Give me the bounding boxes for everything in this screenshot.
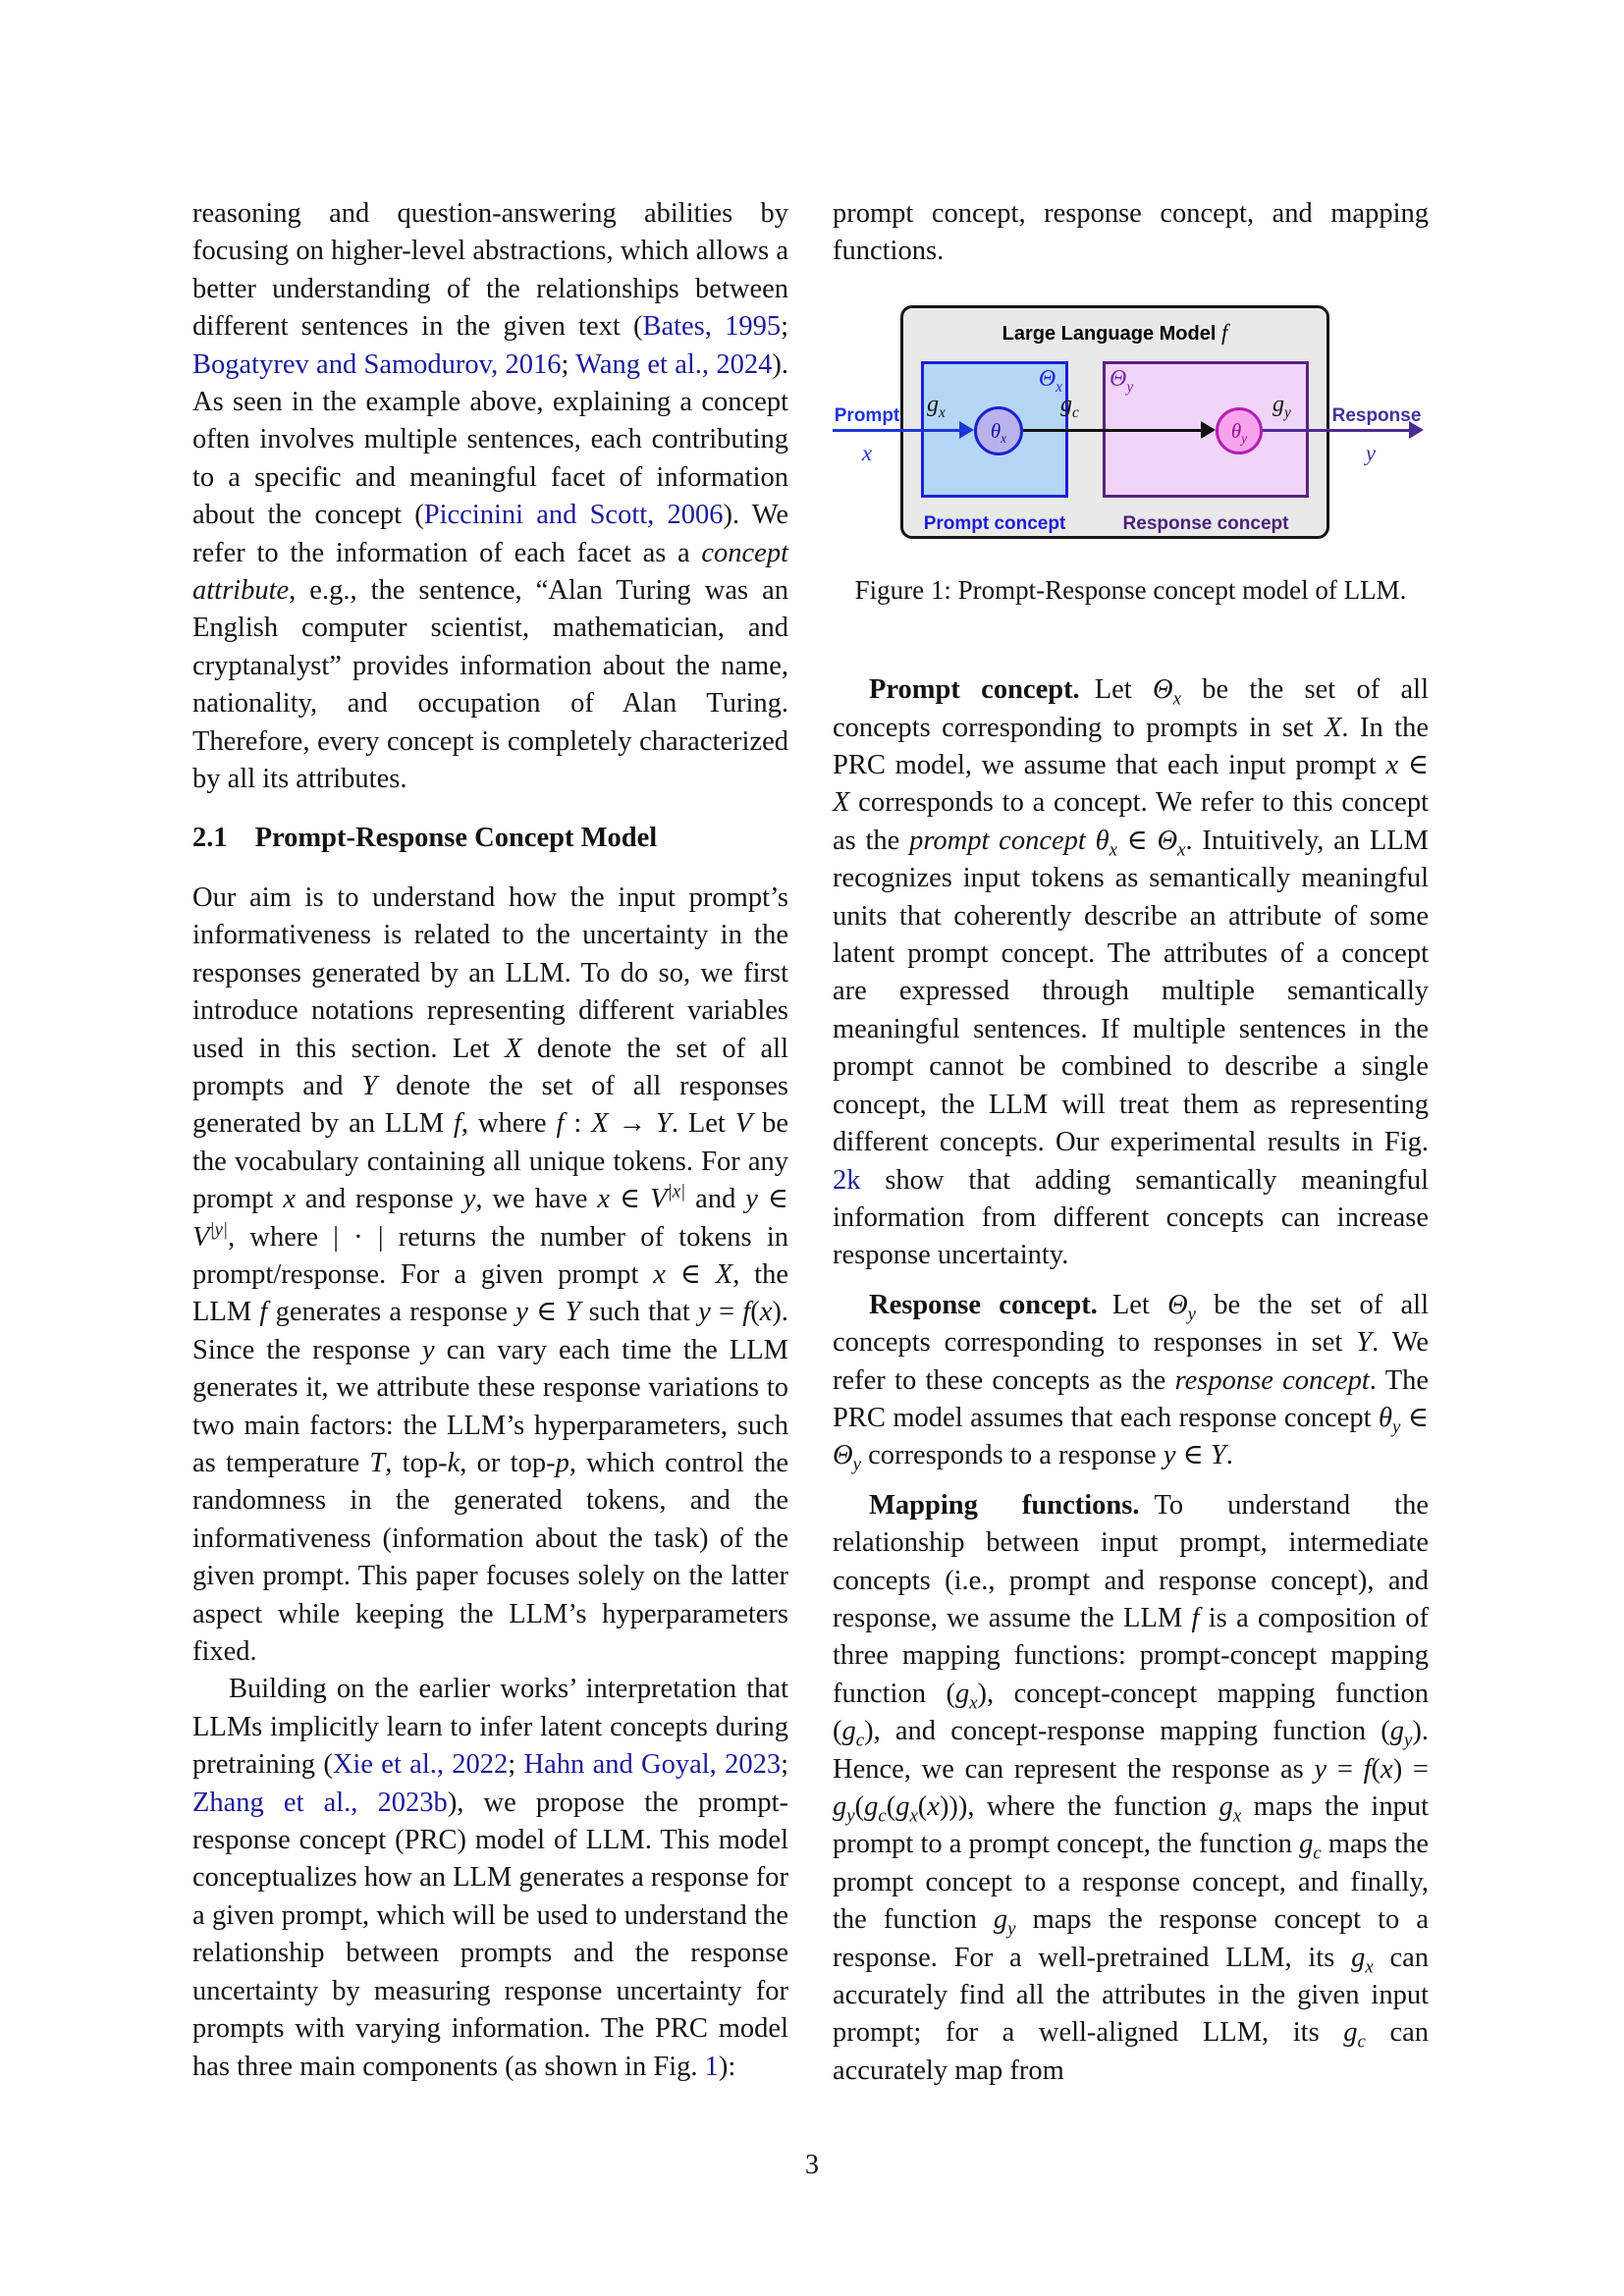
text-run: x [927, 1791, 940, 1822]
text-run: ( [750, 1297, 760, 1328]
text-run: , or top- [460, 1448, 556, 1478]
text-run: x [759, 1297, 773, 1328]
text-run: be the set of all concepts corresponding to responses in set [833, 1289, 1430, 1359]
reference-link[interactable]: 1 [704, 2051, 719, 2082]
text-run: can accurately find all the attributes in the given input prompt; for a well-aligned LLM, its [833, 1942, 1429, 2049]
text-run: $g_c$ [841, 1716, 865, 1751]
text-run: Response concept. [869, 1289, 1098, 1320]
text-run: Y [565, 1297, 581, 1328]
text-run: x [1380, 1753, 1393, 1785]
paragraph-components [833, 195, 1429, 271]
text-run: x [653, 1258, 666, 1290]
text-run: $\Theta_y$ [1167, 1289, 1197, 1325]
text-run: ( [854, 1791, 865, 1822]
text-run: concept attribute [192, 537, 788, 607]
text-run: f [259, 1297, 268, 1328]
text-run: $V^{|x|}$ [650, 1181, 686, 1215]
section-number: 2.1 [192, 822, 228, 853]
concept-arrow-line [1023, 429, 1202, 432]
theta-y-label: $\theta_y$ [1230, 418, 1248, 446]
text-run: Building on the earlier works’ interpretation that LLMs implicitly learn to infer latent concepts during pretraining ( [192, 1674, 788, 1781]
reference-link[interactable]: Piccinini and Scott, 2006 [423, 500, 724, 531]
theta-set-x-label: $\Theta_x$ [1038, 365, 1062, 396]
text-run: $\theta_x$ [1095, 825, 1117, 861]
text-run: , where | · | returns the number of tokens in prompt/response. For a given prompt [192, 1221, 788, 1290]
gx-label: $g_x$ [927, 391, 946, 421]
text-run: x [283, 1184, 296, 1215]
text-run: ∈ [527, 1297, 566, 1328]
prompt-var-label: x [861, 440, 873, 465]
text-run: , e.g., the sentence, “Alan Turing was an English computer scientist, mathematician, and cryptanalyst” provides information about the name, nationality, and occupation of Alan Turing. Therefore, every concept is completely characterized by all its attributes. [192, 575, 788, 795]
text-run: ; [781, 1749, 789, 1781]
text-run: ( [1371, 1753, 1381, 1785]
llm-title-var: f [1220, 319, 1228, 345]
text-run: : [564, 1108, 592, 1140]
text-run: Let [1094, 674, 1153, 706]
text-run: X [833, 787, 850, 819]
text-run: V [734, 1108, 753, 1140]
text-run: x [1385, 750, 1399, 781]
text-run: and response [295, 1184, 463, 1215]
text-run: ∈ [757, 1184, 789, 1215]
prompt-arrowhead-icon [959, 421, 974, 439]
text-run: $g_y$ [1389, 1716, 1413, 1751]
text-run: maps the response concept to a response. For a well-pretrained LLM, its [833, 1904, 1430, 1973]
text-run: To understand the relationship between input prompt, intermediate concepts (i.e., prompt and response concept), and response, we assume the LLM [833, 1489, 1429, 1633]
text-run: , top- [385, 1448, 448, 1478]
text-run: f [1191, 1602, 1200, 1633]
text-run: show that adding semantically meaningful information from different concepts can increase response uncertainty. [833, 1164, 1429, 1271]
text-run: be the vocabulary containing all unique tokens. For any prompt [192, 1108, 789, 1215]
text-run: response concept [1174, 1364, 1370, 1396]
text-run: be the set of all concepts corresponding to prompts in set [833, 674, 1429, 743]
section-heading [192, 820, 788, 857]
text-run: . In the PRC model, we assume that each input prompt [833, 712, 1429, 781]
text-run: generates a response [267, 1297, 516, 1328]
text-run: $g_x$ [1218, 1791, 1242, 1827]
paragraph-concept-attributes [192, 195, 788, 799]
text-run: $\Theta_x$ [1152, 674, 1181, 710]
text-run: $g_x$ [895, 1791, 918, 1827]
reference-link[interactable]: 2k [833, 1164, 861, 1196]
text-run: prompt concept [909, 825, 1086, 856]
text-run: X [505, 1033, 522, 1064]
text-run: ∈ [610, 1184, 651, 1215]
gc-label: $g_c$ [1060, 391, 1079, 421]
paragraph-prc-model-intro [192, 1671, 788, 2085]
text-run: Y [1356, 1327, 1373, 1359]
text-run: can accurately map from [833, 2017, 1429, 2086]
text-run: Mapping functions. [869, 1489, 1140, 1521]
paragraph-response-concept [833, 1287, 1429, 1475]
text-run: Y [1210, 1440, 1226, 1471]
text-run: ), concept-concept mapping function ( [833, 1678, 1429, 1747]
text-run: $g_x$ [954, 1678, 978, 1714]
prompt-io-label: Prompt [834, 404, 900, 426]
paragraph-prompt-concept [833, 671, 1429, 1275]
text-run: = [710, 1297, 743, 1328]
text-run: y [698, 1297, 711, 1328]
text-run: , the LLM [192, 1258, 788, 1328]
text-run: $V^{|y|}$ [192, 1219, 229, 1253]
gy-label: $g_y$ [1272, 391, 1291, 421]
figure-1 [833, 305, 1429, 609]
text-run: , which control the randomness in the generated tokens, and the informativeness (information about the task) of the given prompt. This paper focuses solely on the latter aspect while keeping the LLM’s hyperparameters fixed. [192, 1448, 788, 1668]
paragraph-notation [192, 880, 788, 1672]
text-run: y [1163, 1440, 1176, 1471]
llm-title-text: Large Language Model [1001, 322, 1217, 345]
text-run: y [462, 1184, 476, 1215]
right-column [833, 195, 1429, 2090]
text-run: $g_c$ [1299, 1829, 1322, 1865]
reference-link[interactable]: Wang et al., 2024 [575, 348, 773, 380]
text-run: ), and concept-response mapping function ( [864, 1716, 1390, 1747]
figure-caption: Figure 1: Prompt-Response concept model of LLM. [854, 574, 1407, 605]
text-run: f [1363, 1753, 1372, 1785]
text-run: Let [1111, 1289, 1168, 1320]
text-run: $g_y$ [833, 1791, 855, 1827]
text-run: x [597, 1184, 611, 1215]
text-run: ). Hence, we can represent the response as [833, 1716, 1429, 1785]
text-run: → [608, 1108, 656, 1140]
text-run: T [369, 1448, 386, 1478]
text-run: ). We refer to the information of each facet as a [192, 500, 789, 568]
text-run: X [591, 1108, 609, 1140]
text-run: . The PRC model assumes that each response concept [833, 1364, 1430, 1433]
text-run: $\Theta_y$ [833, 1440, 861, 1476]
text-run: , where [460, 1108, 557, 1140]
text-run: X [1324, 712, 1342, 743]
text-run: k [447, 1448, 460, 1478]
text-run: ))), where the function [939, 1791, 1219, 1822]
text-run: p [555, 1448, 569, 1478]
text-run: $g_c$ [1343, 2017, 1366, 2054]
page-number: 3 [805, 2150, 819, 2180]
theta-y-node [1216, 407, 1263, 454]
text-run: , we have [475, 1184, 598, 1215]
text-run: . Intuitively, an LLM recognizes input tokens as semantically meaningful units that coherently describe an attribute of some latent prompt concept. The attributes of a concept are expressed through multiple semantically meaningful sentences. If multiple sentences in the prompt cannot be combined to describe a single concept, the LLM will treat them as representing different concepts. Our experimental results in Fig. [833, 825, 1429, 1158]
response-io-label: Response [1331, 404, 1422, 426]
text-run: f [556, 1108, 565, 1140]
text-run: ). Since the response [192, 1297, 788, 1365]
text-run: X [715, 1258, 733, 1290]
text-run: ), we propose the prompt-response concept (PRC) model of LLM. This model conceptualizes how an LLM generates a response for a given prompt, which will be used to understand the relationship between prompts and the response uncertainty by measuring response uncertainty for prompts with varying information. The PRC model has three main components (as shown in Fig. [192, 1787, 789, 2082]
reference-link[interactable]: Bates, 1995 [642, 311, 782, 343]
text-run: . We refer to these concepts as the [833, 1327, 1429, 1396]
reference-link[interactable]: Hahn and Goyal, 2023 [523, 1749, 782, 1781]
text-run: . Let [671, 1108, 735, 1140]
text-run: reasoning and question-answering abilities by focusing on higher-level abstractions, which allows a better understanding of the relationships between different sentences in the given text ( [192, 198, 788, 343]
response-var-label: y [1365, 440, 1377, 465]
text-run: $g_y$ [993, 1904, 1016, 1940]
reference-link[interactable]: Zhang et al., 2023b [192, 1787, 448, 1818]
text-run: Prompt concept. [869, 674, 1080, 706]
text-run: y [745, 1184, 758, 1215]
prc-diagram [833, 305, 1429, 539]
text-run: can vary each time the LLM generates it, we attribute these response variations to two main factors: the LLM’s hyperparameters, such as temperature [192, 1334, 788, 1478]
text-run: Our aim is to understand how the input prompt’s informativeness is related to the uncertainty in the responses generated by an LLM. To do so, we first introduce notations representing different variables used in this section. Let [192, 881, 788, 1064]
left-column [192, 195, 788, 2086]
text-run: y [515, 1297, 528, 1328]
text-run: ; [781, 311, 788, 343]
text-run: ): [718, 2051, 736, 2082]
paragraph-mapping-functions [833, 1487, 1429, 2091]
text-run: maps the input prompt to a prompt concept, the function [833, 1791, 1429, 1860]
reference-link[interactable]: Bogatyrev and Samodurov, 2016 [192, 348, 562, 380]
text-run: ∈ [1175, 1440, 1211, 1471]
text-run: ∈ [1400, 1402, 1429, 1433]
text-run: . [1225, 1440, 1233, 1471]
text-run: y [1314, 1753, 1327, 1785]
text-run: y [422, 1334, 435, 1365]
text-run: Y [655, 1108, 672, 1140]
text-run: is a composition of three mapping functions: prompt-concept mapping function ( [833, 1602, 1429, 1709]
concept-arrowhead-icon [1201, 421, 1216, 439]
section-title: Prompt-Response Concept Model [254, 822, 658, 853]
theta-x-node [974, 406, 1023, 455]
text-run: $g_c$ [864, 1791, 887, 1827]
theta-set-y-label: $\Theta_y$ [1110, 365, 1134, 396]
text-run: corresponds to a concept. We refer to this concept as the [833, 787, 1429, 856]
text-run: prompt concept, response concept, and mapping functions. [833, 198, 1429, 267]
text-run: denote the set of all prompts and [192, 1033, 789, 1101]
response-concept-caption: Response concept [1122, 512, 1289, 534]
text-run: ∈ [1116, 825, 1158, 856]
text-run: ). As seen in the example above, explaining a concept often involves multiple sentences, each contributing to a specific and meaningful facet of information about the concept ( [192, 348, 788, 531]
theta-x-label: $\theta_x$ [990, 418, 1007, 446]
text-run: $\theta_y$ [1379, 1402, 1401, 1438]
text-run: ∈ [665, 1258, 716, 1290]
text-run: and [685, 1184, 746, 1215]
text-run: denote the set of all responses generated by an LLM [192, 1070, 788, 1140]
text-run: Y [361, 1070, 378, 1101]
text-run: $\Theta_x$ [1157, 825, 1186, 861]
text-run: ; [561, 348, 576, 380]
text-run: such that [580, 1297, 699, 1328]
text-run [1086, 826, 1096, 856]
llm-title [900, 314, 1329, 352]
text-run: corresponds to a response [860, 1440, 1164, 1471]
text-run: ∈ [1398, 750, 1429, 781]
text-run: f [454, 1108, 461, 1140]
reference-link[interactable]: Xie et al., 2022 [332, 1749, 509, 1781]
text-run: f [742, 1297, 751, 1328]
text-run: ( [886, 1791, 896, 1822]
text-run: $g_x$ [1351, 1942, 1374, 1978]
prompt-concept-caption: Prompt concept [923, 512, 1066, 534]
text-run: ( [917, 1791, 928, 1822]
text-run: = [1326, 1753, 1364, 1785]
text-run: maps the prompt concept to a response concept, and finally, the function [833, 1829, 1429, 1936]
text-run: ; [508, 1749, 524, 1781]
text-run: ) = [1392, 1753, 1429, 1785]
